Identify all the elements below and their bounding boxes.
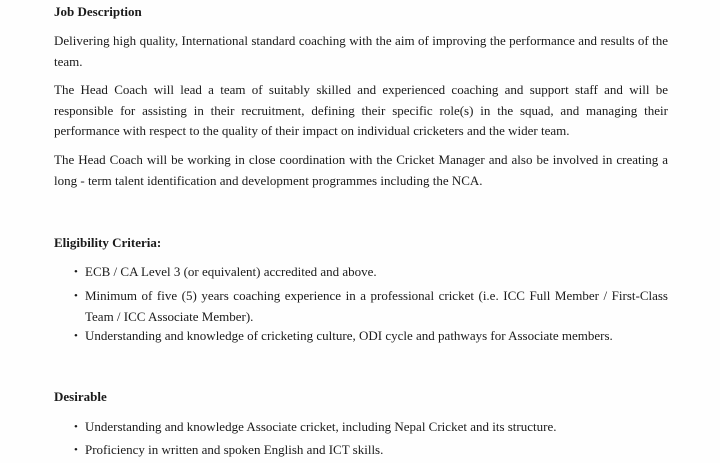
bullet-icon: • — [74, 444, 78, 456]
desirable-item-text: Proficiency in written and spoken English and ICT skills. — [85, 442, 384, 457]
desirable-item — [74, 417, 668, 438]
job-description-paragraph-1: Delivering high quality, International standard coaching with the aim of improving the performance and results of the team. — [54, 33, 668, 69]
eligibility-item — [74, 326, 668, 347]
eligibility-item-text: ECB / CA Level 3 (or equivalent) accredited and above. — [85, 264, 377, 279]
bullet-icon: • — [74, 290, 78, 302]
job-description-paragraph-3: The Head Coach will be working in close coordination with the Cricket Manager and also be involved in creating a long - term talent identification and development programmes including the NCA. — [54, 152, 668, 188]
bullet-icon: • — [74, 266, 78, 278]
eligibility-item-text: Understanding and knowledge of cricketing culture, ODI cycle and pathways for Associate members. — [85, 328, 613, 343]
job-description-heading: Job Description — [54, 4, 142, 19]
desirable-item-text: Understanding and knowledge Associate cricket, including Nepal Cricket and its structure. — [85, 419, 557, 434]
eligibility-item — [74, 262, 668, 283]
eligibility-item-text: Minimum of five (5) years coaching experience in a professional cricket (i.e. ICC Full Member / First-Class Team / ICC Associate Member). — [85, 288, 668, 324]
bullet-icon: • — [74, 421, 78, 433]
desirable-heading: Desirable — [54, 389, 107, 404]
desirable-item — [74, 440, 668, 461]
job-description-paragraph-2: The Head Coach will lead a team of suitably skilled and experienced coaching and support staff and will be responsible for assisting in their recruitment, defining their specific role(s) in the squad, and managing their performance with respect to the quality of their impact on individual cricketers and the wider team. — [54, 82, 668, 138]
eligibility-item — [74, 286, 668, 327]
bullet-icon: • — [74, 330, 78, 342]
eligibility-criteria-heading: Eligibility Criteria: — [54, 235, 162, 250]
